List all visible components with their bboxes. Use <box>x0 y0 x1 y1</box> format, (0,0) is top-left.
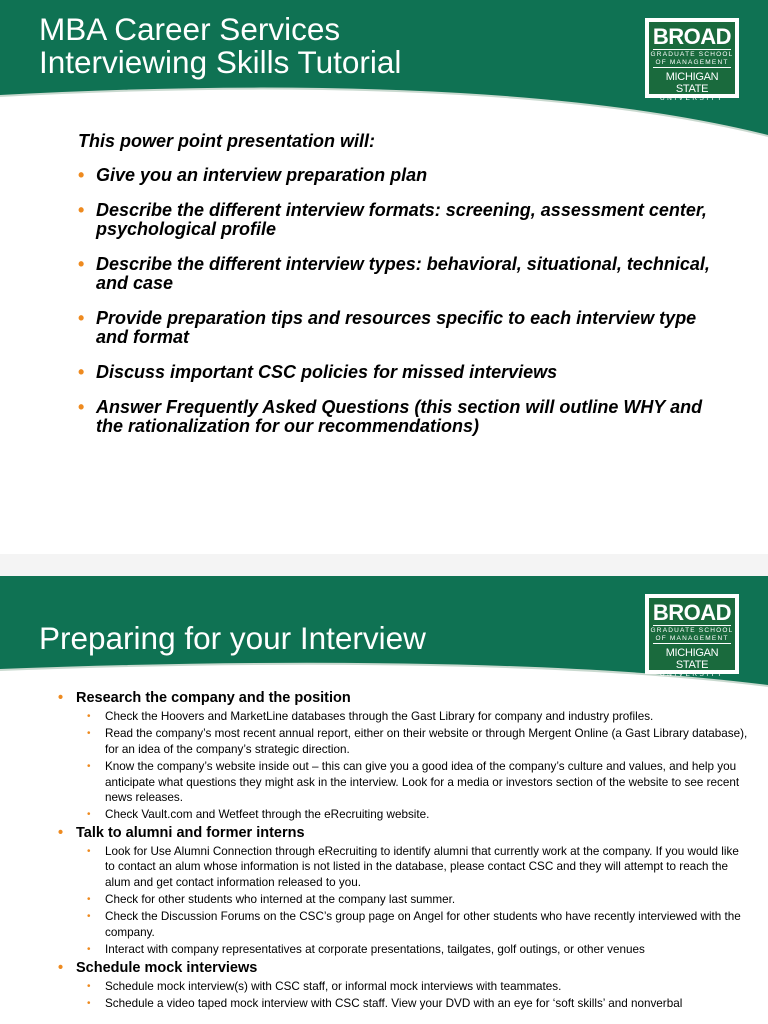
section-heading: Schedule mock interviews <box>76 959 258 976</box>
slide-separator <box>0 554 768 576</box>
sub-bullet-text: Check Vault.com and Wetfeet through the eRecruiting website. <box>105 808 430 822</box>
bullet-dot-icon: • <box>78 308 85 328</box>
section-heading: Research the company and the position <box>76 690 351 706</box>
sub-bullet-text: Interact with company representatives at corporate presentations, tailgates, golf outings, or other venues <box>105 943 645 957</box>
sub-bullet-dot-icon: • <box>87 728 91 740</box>
logo-michigan-state: MICHIGAN STATE <box>665 647 719 671</box>
sub-bullet-list <box>76 844 748 958</box>
sub-bullet-dot-icon: • <box>87 911 91 923</box>
bullet-item <box>78 309 718 347</box>
logo-university: UNIVERSITY <box>659 671 724 678</box>
sub-bullet-dot-icon: • <box>87 761 91 773</box>
sub-bullet-dot-icon: • <box>87 711 91 722</box>
sub-bullet-list <box>76 709 748 823</box>
logo-badge <box>649 22 735 102</box>
logo-michigan-state: MICHIGAN STATE <box>665 71 719 95</box>
bullet-dot-icon: • <box>78 362 85 382</box>
sub-bullet-text: Look for Use Alumni Connection through eRecruiting to identify alumni that currently work at the company. If you would like to contact an alum whose information is not listed in the database, please contact CSC and they will attempt to reach the alum and get contact information released to you. <box>105 844 739 889</box>
sub-bullet-item <box>76 909 748 940</box>
sub-bullet-text: Know the company’s website inside out – this can give you a good idea of the company’s culture and values, and help you anticipate what questions they might ask in the interview. Look for a media or investors section of the website to see recent news releases. <box>105 760 740 805</box>
slide-1-title-line-1: MBA Career Services <box>39 11 341 47</box>
sub-bullet-item <box>76 844 748 890</box>
bullet-dot-icon: • <box>78 165 85 185</box>
sub-bullet-text: Schedule mock interview(s) with CSC staff, or informal mock interviews with teammates. <box>105 979 562 993</box>
bullet-text: Discuss important CSC policies for missed interviews <box>96 362 558 382</box>
slide-2-section-list <box>58 690 748 1014</box>
sub-bullet-dot-icon: • <box>87 980 91 992</box>
sub-bullet-item <box>76 892 748 907</box>
slide-1-title <box>39 13 401 79</box>
logo-divider <box>653 67 731 68</box>
logo-divider <box>653 49 731 50</box>
bullet-dot-icon: • <box>78 254 85 274</box>
bullet-text: Describe the different interview formats: screening, assessment center, psychological profile <box>96 200 707 239</box>
bullet-dot-icon: • <box>78 200 85 220</box>
sub-bullet-text: Schedule a video taped mock interview with CSC staff. View your DVD with an eye for ‘soft skills’ and nonverbal <box>105 997 683 1011</box>
logo-graduate-school: GRADUATE SCHOOL <box>650 627 734 634</box>
section-item <box>58 960 748 1012</box>
section-heading: Talk to alumni and former interns <box>76 824 305 841</box>
sub-bullet-text: Check the Hoovers and MarketLine databases through the Gast Library for company and industry profiles. <box>105 710 654 723</box>
sub-bullet-item <box>76 709 748 724</box>
section-item <box>58 690 748 823</box>
bullet-item <box>78 255 718 293</box>
broad-msu-logo <box>645 594 739 678</box>
bullet-item <box>78 201 718 239</box>
sub-bullet-text: Check the Discussion Forums on the CSC’s group page on Angel for other students who have recently interviewed with the company. <box>105 910 741 939</box>
sub-bullet-item <box>76 942 748 957</box>
logo-graduate-school: GRADUATE SCHOOL <box>650 51 734 58</box>
sub-bullet-item <box>76 979 748 994</box>
sub-bullet-dot-icon: • <box>87 894 91 906</box>
logo-broad-text: BROAD <box>652 600 732 625</box>
bullet-dot-icon: • <box>78 397 85 417</box>
sub-bullet-dot-icon: • <box>87 944 91 956</box>
logo-divider <box>653 625 731 626</box>
bullet-item <box>78 363 718 382</box>
logo-badge <box>649 598 735 678</box>
slide-2-title: Preparing for your Interview <box>39 620 426 656</box>
logo-broad-text: BROAD <box>652 24 732 49</box>
sub-bullet-item <box>76 996 748 1011</box>
bullet-text: Describe the different interview types: behavioral, situational, technical, and case <box>96 254 710 293</box>
logo-university: UNIVERSITY <box>659 95 724 102</box>
slide-1-bullet-list <box>78 166 718 452</box>
sub-bullet-item <box>76 759 748 805</box>
slide-1-title-line-2: Interviewing Skills Tutorial <box>39 44 402 80</box>
bullet-dot-icon: • <box>58 690 64 706</box>
logo-of-management: OF MANAGEMENT <box>655 58 729 66</box>
sub-bullet-dot-icon: • <box>87 809 91 821</box>
bullet-item <box>78 398 718 436</box>
logo-of-management: OF MANAGEMENT <box>655 634 729 642</box>
bullet-dot-icon: • <box>58 959 64 976</box>
sub-bullet-item <box>76 807 748 822</box>
sub-bullet-text: Read the company’s most recent annual report, either on their website or through Mergent Online (a Gast Library database), for an idea of the company’s strategic direction. <box>105 727 748 756</box>
bullet-text: Give you an interview preparation plan <box>96 165 428 185</box>
logo-divider <box>653 643 731 644</box>
sub-bullet-item <box>76 726 748 757</box>
bullet-item <box>78 166 718 185</box>
bullet-dot-icon: • <box>58 824 64 841</box>
sub-bullet-list <box>76 979 748 1012</box>
section-item <box>58 825 748 958</box>
bullet-text: Answer Frequently Asked Questions (this section will outline WHY and the rationalization for our recommendations) <box>96 397 703 436</box>
bullet-text: Provide preparation tips and resources specific to each interview type and format <box>96 308 697 347</box>
sub-bullet-dot-icon: • <box>87 998 91 1010</box>
broad-msu-logo <box>645 18 739 102</box>
sub-bullet-dot-icon: • <box>87 845 91 857</box>
slide-1-intro: This power point presentation will: <box>78 131 376 151</box>
sub-bullet-text: Check for other students who interned at the company last summer. <box>105 893 456 907</box>
